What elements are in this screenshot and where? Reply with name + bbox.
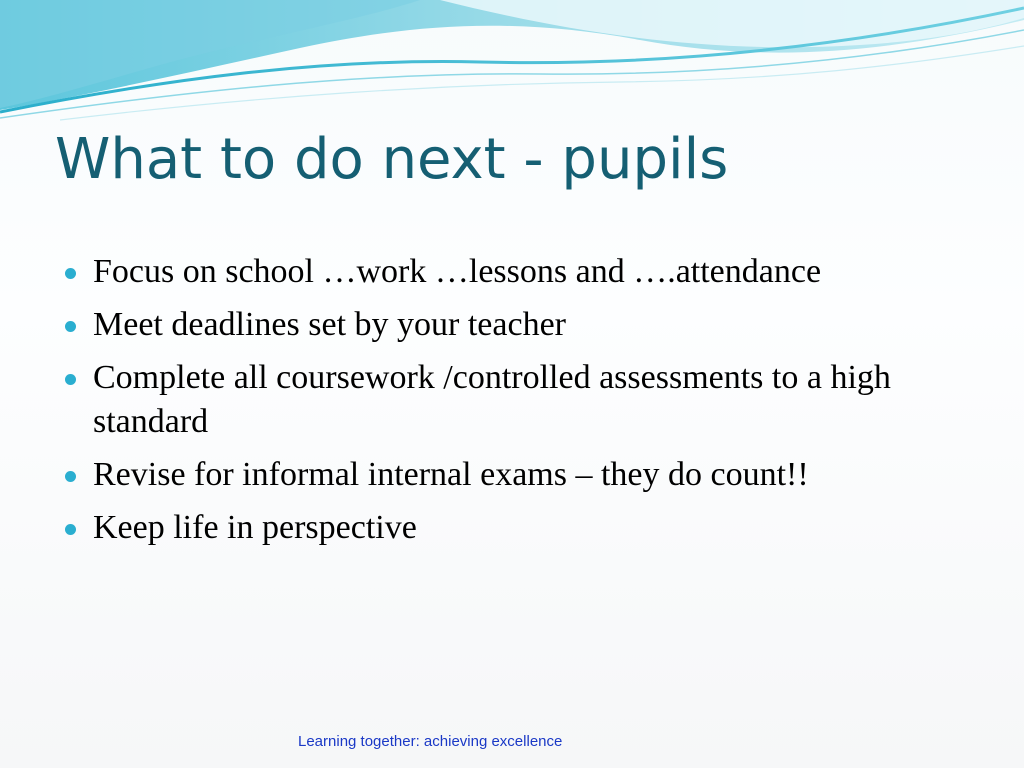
decorative-wave-banner — [0, 0, 1024, 130]
bullet-dot-icon — [65, 321, 76, 332]
bullet-text: Meet deadlines set by your teacher — [93, 306, 566, 343]
bullet-item — [62, 506, 962, 550]
bullet-item — [62, 250, 962, 294]
bullet-dot-icon — [65, 374, 76, 385]
bullet-text: Keep life in perspective — [93, 509, 417, 546]
bullet-list — [62, 250, 962, 559]
slide-footer: Learning together: achieving excellence — [298, 733, 563, 750]
bullet-text: Complete all coursework /controlled assessments to a high standard — [93, 359, 891, 440]
bullet-text: Focus on school …work …lessons and ….attendance — [93, 253, 822, 290]
bullet-dot-icon — [65, 471, 76, 482]
bullet-item — [62, 356, 962, 444]
bullet-item — [62, 453, 962, 497]
bullet-dot-icon — [65, 524, 76, 535]
bullet-item — [62, 303, 962, 347]
slide-title: What to do next - pupils — [55, 127, 729, 192]
bullet-dot-icon — [65, 268, 76, 279]
bullet-text: Revise for informal internal exams – they do count!! — [93, 456, 809, 493]
